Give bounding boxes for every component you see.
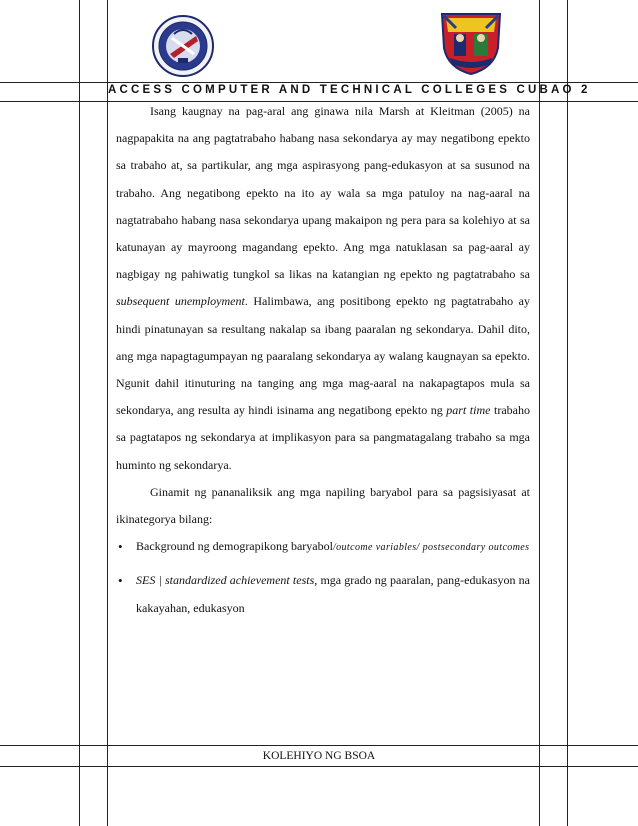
header-rule-top <box>0 82 638 83</box>
margin-line-right-outer <box>567 0 568 826</box>
bullet-1-text: Background ng demograpikong baryabol <box>136 539 333 554</box>
bullet-2-italic: SES | standardized achievement tests, <box>136 573 318 588</box>
paragraph-1-text-2: . Halimbawa, ang positibong epekto ng pagtatrabaho ay hindi pinatunayan sa resultang nakalap sa ibang paaralan ng sekondarya. Dahil dito, ang mga napagtagumpayan ng paaralang sekondarya ay walang kaugnayan sa epekto. Ngunit dahil itinuturing na tanging ang mga mag-aaral na nakapagtapos mula sa sekondarya, ang resulta ay hindi isinama ang negatibong epekto ng <box>116 294 531 418</box>
paragraph-2: Ginamit ng pananaliksik ang mga napiling baryabol para sa pagsisiyasat at ikinategorya bilang: <box>116 484 530 527</box>
paragraph-1-text-3: trabaho sa pagtatapos ng sekondarya at implikasyon para sa pangmatagalang trabaho sa mga huminto ng sekondarya. <box>116 403 530 472</box>
footer-rule-bottom <box>0 766 638 767</box>
college-name-header: ACCESS COMPUTER AND TECHNICAL COLLEGES CUBAO 2 <box>108 84 591 96</box>
margin-line-left-inner <box>107 0 108 826</box>
list-item <box>116 567 530 621</box>
margin-line-left-outer <box>79 0 80 826</box>
variable-list <box>116 533 530 622</box>
paragraph-1-italic-term-2: part time <box>446 403 491 418</box>
paragraph-1 <box>116 98 530 479</box>
paragraph-1-text: Isang kaugnay na pag-aral ang ginawa nila Marsh at Kleitman (2005) na nagpapakita na ang pagtatrabaho habang nasa sekondarya ay may negatibong epekto sa trabaho at, sa partikular, ang mga aspirasyong pang-edukasyon at sa susunod na trabaho. Ang negatibong epekto na ito ay wala sa mga patuloy na nag-aaral na nagtatrabaho habang nasa sekondarya upang makaipon ng pera para sa kolehiyo at sa katunayan ay mayroong magandang epekto. Ang mga natuklasan sa pag-aaral ay nagbigay ng pahiwatig tungkol sa likas na katangian ng epekto ng pagtatrabaho sa <box>116 104 530 282</box>
list-item <box>116 533 530 561</box>
document-body <box>116 98 530 622</box>
bullet-2-text: mga grado ng paaralan, pang-edukasyon na kakayahan, edukasyon <box>136 573 530 615</box>
bullet-1-italic: /outcome variables/ postsecondary outcomes <box>332 542 530 554</box>
page-footer: KOLEHIYO NG BSOA <box>262 750 376 762</box>
college-shield-logo <box>436 8 506 78</box>
acci-seal-logo <box>150 14 216 78</box>
margin-line-right-inner <box>539 0 540 826</box>
paragraph-1-italic-term: subsequent unemployment <box>116 294 245 309</box>
footer-rule-top <box>0 745 638 746</box>
